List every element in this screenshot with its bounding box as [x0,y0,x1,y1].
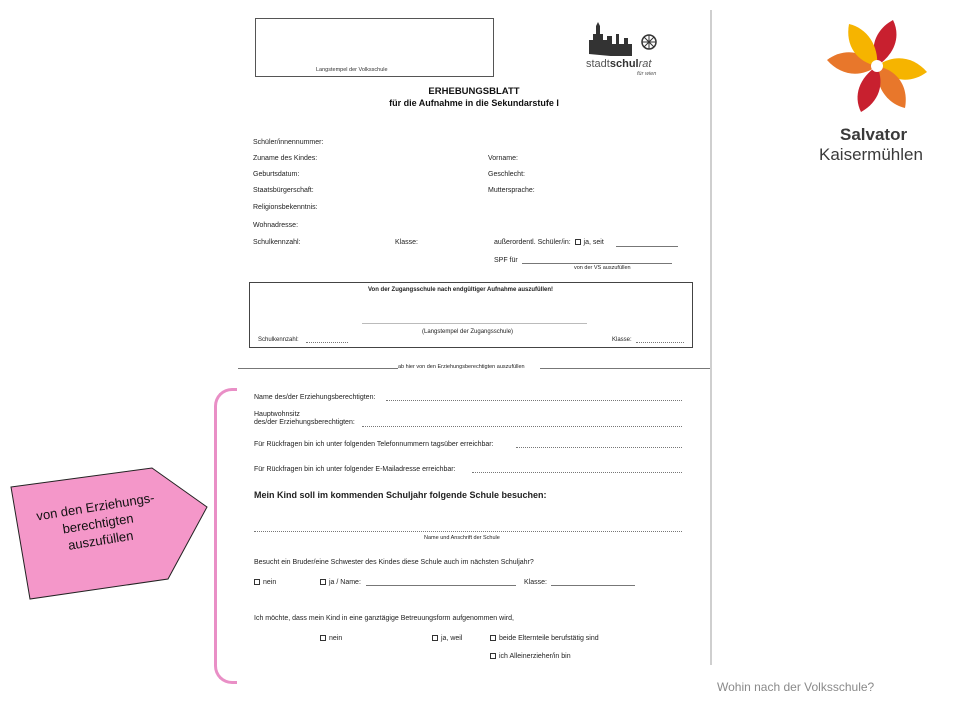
email-label: Für Rückfragen bin ich unter folgender E-Mailadresse erreichbar: [254,466,456,473]
phone-dots [516,447,682,448]
address-label: Wohnadresse: [253,222,299,229]
sibling-class-line [551,585,635,586]
school-choice-heading: Mein Kind soll im kommenden Schuljahr folgende Schule besuchen: [254,490,547,500]
ja-seit-checkbox[interactable] [575,239,581,245]
school-code-label: Schulkennzahl: [253,239,301,246]
surname-label: Zuname des Kindes: [253,155,318,162]
receiving-school-code: Schulkennzahl: [258,337,299,343]
divider-text: ab hier von den Erziehungsberechtigten auszufüllen [398,364,525,370]
citizenship-label: Staatsbürgerschaft: [253,187,314,194]
single-parent-option[interactable]: ich Alleinerzieher/in bin [490,652,571,661]
vs-fill-note: von der VS auszufüllen [574,265,631,271]
first-name-label: Vorname: [488,155,518,162]
divider-left [238,368,398,369]
sibling-class-label: Klasse: [524,579,547,586]
sibling-no-checkbox[interactable] [254,579,260,585]
school-name-dots [254,531,682,532]
city-skyline-icon [583,20,663,56]
stadtschulrat-logo [583,20,668,82]
daycare-yes-option[interactable]: ja, weil [432,634,462,643]
main-residence-label-2: des/der Erziehungsberechtigten: [254,419,355,426]
birthdate-label: Geburtsdatum: [253,171,300,178]
divider-right [540,368,710,369]
section-bracket [214,388,237,684]
footer-caption: Wohin nach der Volksschule? [717,680,875,694]
logo-wordmark: stadtschulrat [586,58,652,70]
mother-tongue-label: Muttersprache: [488,187,535,194]
email-dots [472,472,682,473]
receiving-school-class: Klasse: [612,337,632,343]
brand-name-line2: Kaisermühlen [819,145,923,164]
sibling-name-line [366,585,516,586]
sibling-yes-option[interactable]: ja / Name: [320,578,361,587]
student-number-label: Schüler/innennummer: [253,139,324,146]
sibling-yes-checkbox[interactable] [320,579,326,585]
school-stamp-box [255,18,494,77]
ja-seit-line [616,246,678,247]
single-parent-checkbox[interactable] [490,653,496,659]
sibling-no-option[interactable]: nein [254,578,276,587]
stamp-line [362,323,587,324]
spf-label: SPF für [494,257,518,264]
phone-label: Für Rückfragen bin ich unter folgenden Telefonnummern tagsüber erreichbar: [254,441,494,448]
stamp-caption: Langstempel der Volksschule [316,67,388,73]
receiving-code-dots [306,342,348,343]
class-label: Klasse: [395,239,418,246]
receiving-class-dots [636,342,684,343]
main-residence-dots [362,426,682,427]
receiving-school-box [249,282,693,348]
religion-label: Religionsbekenntnis: [253,204,318,211]
daycare-yes-checkbox[interactable] [432,635,438,641]
daycare-no-option[interactable]: nein [320,634,342,643]
form-subtitle: für die Aufnahme in die Sekundarstufe I [389,98,559,108]
receiving-school-header: Von der Zugangsschule nach endgültiger Aufnahme auszufüllen! [368,287,554,293]
sibling-question: Besucht ein Bruder/eine Schwester des Kindes diese Schule auch im nächsten Schuljahr? [254,559,534,566]
logo-subtitle: für wien [637,71,657,77]
receiving-school-stamp: (Langstempel der Zugangsschule) [422,329,514,335]
daycare-no-checkbox[interactable] [320,635,326,641]
both-working-checkbox[interactable] [490,635,496,641]
both-working-option[interactable]: beide Elternteile berufstätig sind [490,634,599,643]
form-title: ERHEBUNGSBLATT [428,86,520,97]
main-residence-label-1: Hauptwohnsitz [254,411,300,418]
extraordinary-student-label: außerordentl. Schüler/in: ja, seit [494,239,604,246]
gender-label: Geschlecht: [488,171,525,178]
school-name-caption: Name und Anschrift der Schule [424,535,500,541]
form-document [238,10,712,665]
parent-name-dots [386,400,682,401]
parent-name-label: Name des/der Erziehungsberechtigten: [254,394,376,401]
brand-name-line1: Salvator [840,125,908,144]
callout-text: von den Erziehungs-berechtigten auszufüllen [35,489,156,553]
daycare-question: Ich möchte, dass mein Kind in eine ganztägige Betreuungsform aufgenommen wird, [254,615,514,622]
